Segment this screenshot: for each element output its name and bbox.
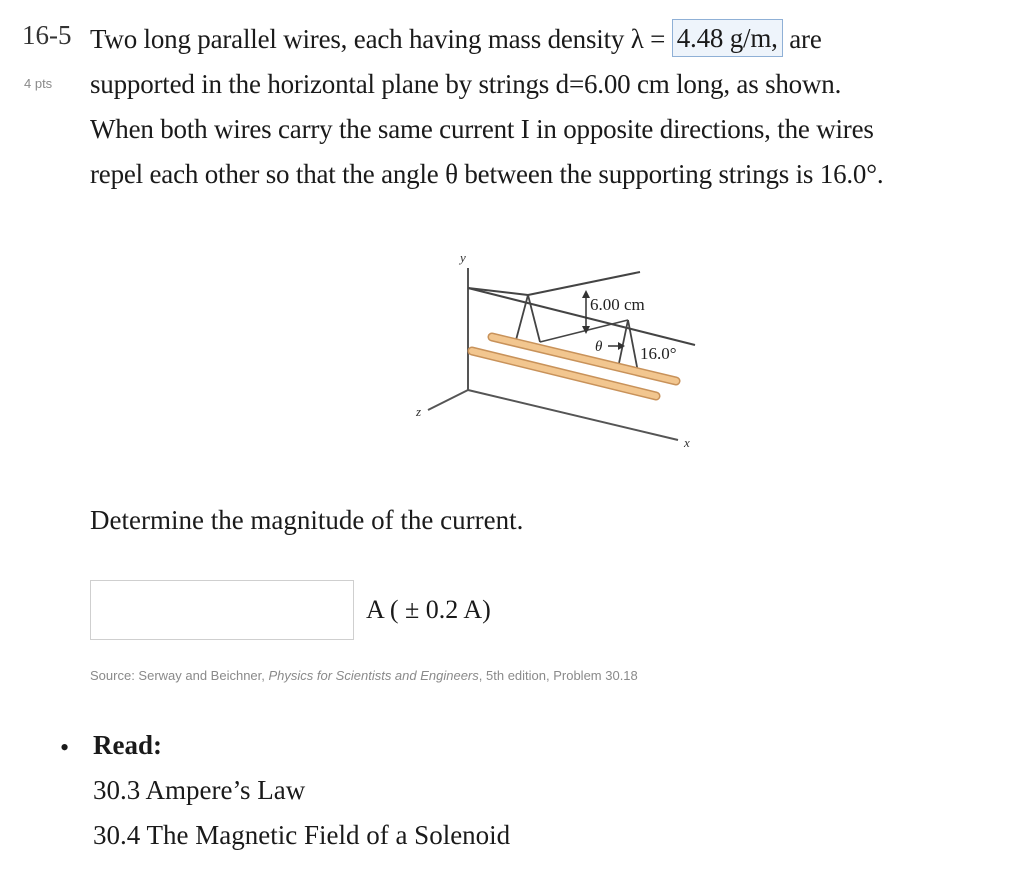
source-suffix: , 5th edition, Problem 30.18 <box>478 668 638 683</box>
answer-input[interactable] <box>90 580 354 640</box>
length-label: 6.00 cm <box>590 295 645 314</box>
unit-tolerance-label: A ( ± 0.2 A) <box>366 595 491 624</box>
given-mass-density-value: 4.48 g/m, <box>672 19 783 57</box>
theta-label: θ <box>595 339 603 355</box>
bullet-icon: • <box>60 733 70 762</box>
arrow-head-top <box>582 290 590 298</box>
source-book-title: Physics for Scientists and Engineers <box>268 668 479 683</box>
reading-heading: Read: <box>93 730 162 760</box>
problem-number: 16-5 <box>22 20 72 50</box>
problem-text-part1: Two long parallel wires, each having mass density λ = <box>90 24 672 54</box>
reading-item: 30.4 The Magnetic Field of a Solenoid <box>93 820 511 850</box>
x-axis-label: x <box>684 435 690 450</box>
string-back-right <box>528 295 540 342</box>
connector-line <box>540 320 628 342</box>
problem-line-3: When both wires carry the same current I in opposite directions, the wires <box>90 114 874 144</box>
points-label: 4 pts <box>24 76 53 91</box>
angle-label: 16.0° <box>640 344 677 363</box>
support-rod <box>528 272 640 295</box>
z-axis-label: z <box>416 404 422 419</box>
problem-line-2: supported in the horizontal plane by strings d=6.00 cm long, as shown. <box>90 69 842 99</box>
z-axis <box>428 390 468 410</box>
problem-statement <box>90 17 1005 197</box>
string-front-right <box>628 320 638 372</box>
source-citation <box>90 668 638 683</box>
reading-item: 30.3 Ampere’s Law <box>93 775 306 805</box>
problem-line-4: repel each other so that the angle θ between the supporting strings is 16.0°. <box>90 159 884 189</box>
question-prompt: Determine the magnitude of the current. <box>90 505 524 535</box>
problem-line-1 <box>90 17 1005 62</box>
problem-text-part2: are <box>782 24 822 54</box>
wire-diagram <box>400 240 720 460</box>
source-prefix: Source: Serway and Beichner, <box>90 668 269 683</box>
y-axis-label: y <box>460 250 466 265</box>
support-rod-2 <box>468 288 528 295</box>
